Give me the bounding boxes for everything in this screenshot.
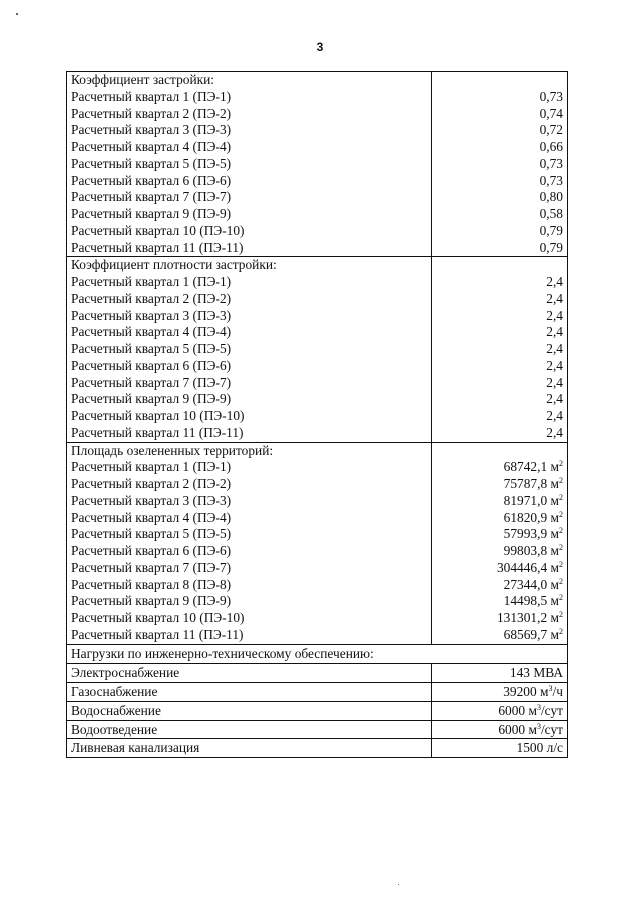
value-number: 2,4 <box>546 424 563 440</box>
unit-exponent: 2 <box>559 459 563 469</box>
load-label: Ливневая канализация <box>67 739 432 758</box>
unit-tail: /ч <box>552 684 563 699</box>
table-row <box>67 610 568 627</box>
table-row <box>67 375 568 392</box>
unit: м <box>550 626 559 642</box>
load-row <box>67 664 568 683</box>
table-row <box>67 425 568 442</box>
value-number: 0,72 <box>539 122 563 138</box>
value-number: 0,74 <box>539 105 563 121</box>
value-number: 2,4 <box>546 307 563 323</box>
row-value <box>432 206 568 223</box>
row-value <box>432 391 568 408</box>
unit-exponent: 2 <box>559 576 563 586</box>
unit: м <box>550 459 559 475</box>
row-value <box>432 156 568 173</box>
row-label: Расчетный квартал 5 (ПЭ-5) <box>67 341 432 358</box>
row-value <box>432 459 568 476</box>
loads-heading: Нагрузки по инженерно-техническому обеспечению: <box>67 644 568 664</box>
value-number: 0,58 <box>539 206 563 221</box>
unit: м <box>550 559 559 575</box>
table-row <box>67 593 568 610</box>
value-number: 2,4 <box>546 274 563 289</box>
row-label: Расчетный квартал 7 (ПЭ-7) <box>67 189 432 206</box>
load-value-main: 143 МВА <box>509 665 563 681</box>
unit: м <box>550 476 559 491</box>
row-label: Расчетный квартал 10 (ПЭ-10) <box>67 610 432 627</box>
table-row <box>67 122 568 139</box>
row-value <box>432 173 568 190</box>
value-number: 0,73 <box>539 172 563 188</box>
row-value <box>432 122 568 139</box>
table-row <box>67 493 568 510</box>
value-number: 99803,8 <box>503 543 548 558</box>
unit-tail: /сут <box>540 721 563 737</box>
value-number: 75787,8 <box>503 476 548 491</box>
table-row <box>67 189 568 206</box>
parameters-table <box>66 71 568 758</box>
table-row <box>67 526 568 543</box>
row-value <box>432 324 568 341</box>
load-label: Газоснабжение <box>67 683 432 702</box>
table-row <box>67 324 568 341</box>
table-row <box>67 577 568 594</box>
row-value <box>432 308 568 325</box>
unit: м <box>550 526 559 542</box>
row-value <box>432 476 568 493</box>
row-label: Расчетный квартал 4 (ПЭ-4) <box>67 510 432 527</box>
load-value <box>432 664 568 683</box>
row-value <box>432 493 568 510</box>
row-value <box>432 593 568 610</box>
row-value <box>432 543 568 560</box>
unit-exponent: 2 <box>559 610 563 619</box>
value-number: 68742,1 <box>503 459 548 475</box>
value-number: 2,4 <box>546 341 563 356</box>
unit-exponent: 2 <box>559 593 563 603</box>
row-label: Расчетный квартал 10 (ПЭ-10) <box>67 223 432 240</box>
empty-cell <box>432 72 568 89</box>
row-value <box>432 375 568 392</box>
unit-exponent: 3 <box>548 684 553 693</box>
load-row <box>67 683 568 702</box>
value-number: 0,66 <box>539 139 563 154</box>
load-label: Водоснабжение <box>67 701 432 720</box>
row-label: Расчетный квартал 1 (ПЭ-1) <box>67 274 432 291</box>
row-value <box>432 526 568 543</box>
row-label: Расчетный квартал 11 (ПЭ-11) <box>67 627 432 644</box>
value-number: 2,4 <box>546 324 563 340</box>
value-number: 2,4 <box>546 290 563 306</box>
row-label: Расчетный квартал 2 (ПЭ-2) <box>67 291 432 308</box>
row-value <box>432 408 568 425</box>
row-value <box>432 274 568 291</box>
unit: м <box>550 576 559 592</box>
value-number: 2,4 <box>546 391 563 407</box>
value-number: 61820,9 <box>503 509 548 525</box>
load-value <box>432 701 568 720</box>
row-label: Расчетный квартал 5 (ПЭ-5) <box>67 526 432 543</box>
table-row <box>67 291 568 308</box>
row-label: Расчетный квартал 6 (ПЭ-6) <box>67 543 432 560</box>
value-number: 68569,7 <box>503 626 548 642</box>
table-row <box>67 139 568 156</box>
table-row <box>67 510 568 527</box>
unit-exponent: 2 <box>559 476 563 485</box>
load-label: Электроснабжение <box>67 664 432 683</box>
unit-exponent: 2 <box>559 559 563 569</box>
row-value <box>432 240 568 257</box>
value-number: 131301,2 <box>496 610 548 625</box>
section-heading-row <box>67 257 568 274</box>
value-number: 2,4 <box>546 374 563 390</box>
table-row <box>67 560 568 577</box>
section-heading: Коэффициент застройки: <box>67 72 432 89</box>
unit: м <box>550 509 559 525</box>
table-row <box>67 274 568 291</box>
parameters-table-body <box>67 72 568 758</box>
value-number: 2,4 <box>546 408 563 423</box>
section-heading: Коэффициент плотности застройки: <box>67 257 432 274</box>
row-label: Расчетный квартал 2 (ПЭ-2) <box>67 106 432 123</box>
value-number: 27344,0 <box>503 576 548 592</box>
load-value-main: 39200 м <box>503 684 549 699</box>
table-row <box>67 106 568 123</box>
row-label: Расчетный квартал 4 (ПЭ-4) <box>67 139 432 156</box>
unit-exponent: 2 <box>559 509 563 519</box>
row-label: Расчетный квартал 1 (ПЭ-1) <box>67 459 432 476</box>
value-number: 0,73 <box>539 155 563 171</box>
row-label: Расчетный квартал 9 (ПЭ-9) <box>67 593 432 610</box>
load-row <box>67 720 568 739</box>
row-value <box>432 577 568 594</box>
table-row <box>67 308 568 325</box>
value-number: 57993,9 <box>503 526 548 542</box>
row-label: Расчетный квартал 6 (ПЭ-6) <box>67 173 432 190</box>
load-row <box>67 701 568 720</box>
unit-exponent: 3 <box>536 721 541 731</box>
value-number: 304446,4 <box>496 559 548 575</box>
unit-exponent: 3 <box>536 702 541 712</box>
row-value <box>432 358 568 375</box>
load-value-main: 6000 м <box>498 702 537 718</box>
value-number: 0,79 <box>539 239 563 255</box>
row-label: Расчетный квартал 2 (ПЭ-2) <box>67 476 432 493</box>
table-row <box>67 459 568 476</box>
row-label: Расчетный квартал 3 (ПЭ-3) <box>67 493 432 510</box>
loads-heading-row <box>67 644 568 664</box>
row-value <box>432 425 568 442</box>
value-number: 2,4 <box>546 357 563 373</box>
section-heading-row <box>67 72 568 89</box>
table-row <box>67 391 568 408</box>
value-number: 81971,0 <box>503 492 548 508</box>
table-row <box>67 223 568 240</box>
value-number: 0,80 <box>539 189 563 205</box>
table-row <box>67 156 568 173</box>
row-label: Расчетный квартал 3 (ПЭ-3) <box>67 122 432 139</box>
table-row <box>67 341 568 358</box>
scan-speck <box>398 884 399 885</box>
value-number: 14498,5 <box>503 593 548 609</box>
row-value <box>432 510 568 527</box>
value-number: 0,73 <box>539 88 563 104</box>
table-row <box>67 408 568 425</box>
section-heading-row <box>67 442 568 459</box>
table-row <box>67 627 568 644</box>
value-number: 0,79 <box>539 222 563 238</box>
load-row <box>67 739 568 758</box>
load-value-main: 6000 м <box>498 721 537 737</box>
table-row <box>67 358 568 375</box>
table-row <box>67 173 568 190</box>
table-row <box>67 206 568 223</box>
row-value <box>432 341 568 358</box>
unit-exponent: 2 <box>559 492 563 502</box>
row-label: Расчетный квартал 6 (ПЭ-6) <box>67 358 432 375</box>
row-label: Расчетный квартал 9 (ПЭ-9) <box>67 206 432 223</box>
row-label: Расчетный квартал 11 (ПЭ-11) <box>67 240 432 257</box>
row-value <box>432 291 568 308</box>
load-value <box>432 683 568 702</box>
unit-exponent: 2 <box>559 626 563 636</box>
empty-cell <box>432 257 568 274</box>
table-row <box>67 240 568 257</box>
row-label: Расчетный квартал 5 (ПЭ-5) <box>67 156 432 173</box>
row-label: Расчетный квартал 7 (ПЭ-7) <box>67 560 432 577</box>
row-label: Расчетный квартал 4 (ПЭ-4) <box>67 324 432 341</box>
row-value <box>432 89 568 106</box>
empty-cell <box>432 442 568 459</box>
row-value <box>432 223 568 240</box>
row-value <box>432 627 568 644</box>
load-value <box>432 720 568 739</box>
load-value-main: 1500 л/с <box>516 740 563 756</box>
row-value <box>432 189 568 206</box>
page-number: 3 <box>316 40 324 54</box>
scan-speck <box>16 13 18 15</box>
unit: м <box>550 492 559 508</box>
row-value <box>432 139 568 156</box>
table-row <box>67 543 568 560</box>
table-row <box>67 89 568 106</box>
row-label: Расчетный квартал 11 (ПЭ-11) <box>67 425 432 442</box>
row-label: Расчетный квартал 7 (ПЭ-7) <box>67 375 432 392</box>
unit: м <box>550 543 559 558</box>
row-label: Расчетный квартал 9 (ПЭ-9) <box>67 391 432 408</box>
table-row <box>67 476 568 493</box>
row-value <box>432 106 568 123</box>
section-heading: Площадь озелененных территорий: <box>67 442 432 459</box>
unit-exponent: 2 <box>559 526 563 536</box>
row-label: Расчетный квартал 1 (ПЭ-1) <box>67 89 432 106</box>
row-label: Расчетный квартал 8 (ПЭ-8) <box>67 577 432 594</box>
row-value <box>432 560 568 577</box>
unit-exponent: 2 <box>559 543 563 552</box>
load-value <box>432 739 568 758</box>
row-label: Расчетный квартал 3 (ПЭ-3) <box>67 308 432 325</box>
unit-tail: /сут <box>540 702 563 718</box>
unit: м <box>550 593 559 609</box>
row-label: Расчетный квартал 10 (ПЭ-10) <box>67 408 432 425</box>
row-value <box>432 610 568 627</box>
unit: м <box>550 610 559 625</box>
load-label: Водоотведение <box>67 720 432 739</box>
